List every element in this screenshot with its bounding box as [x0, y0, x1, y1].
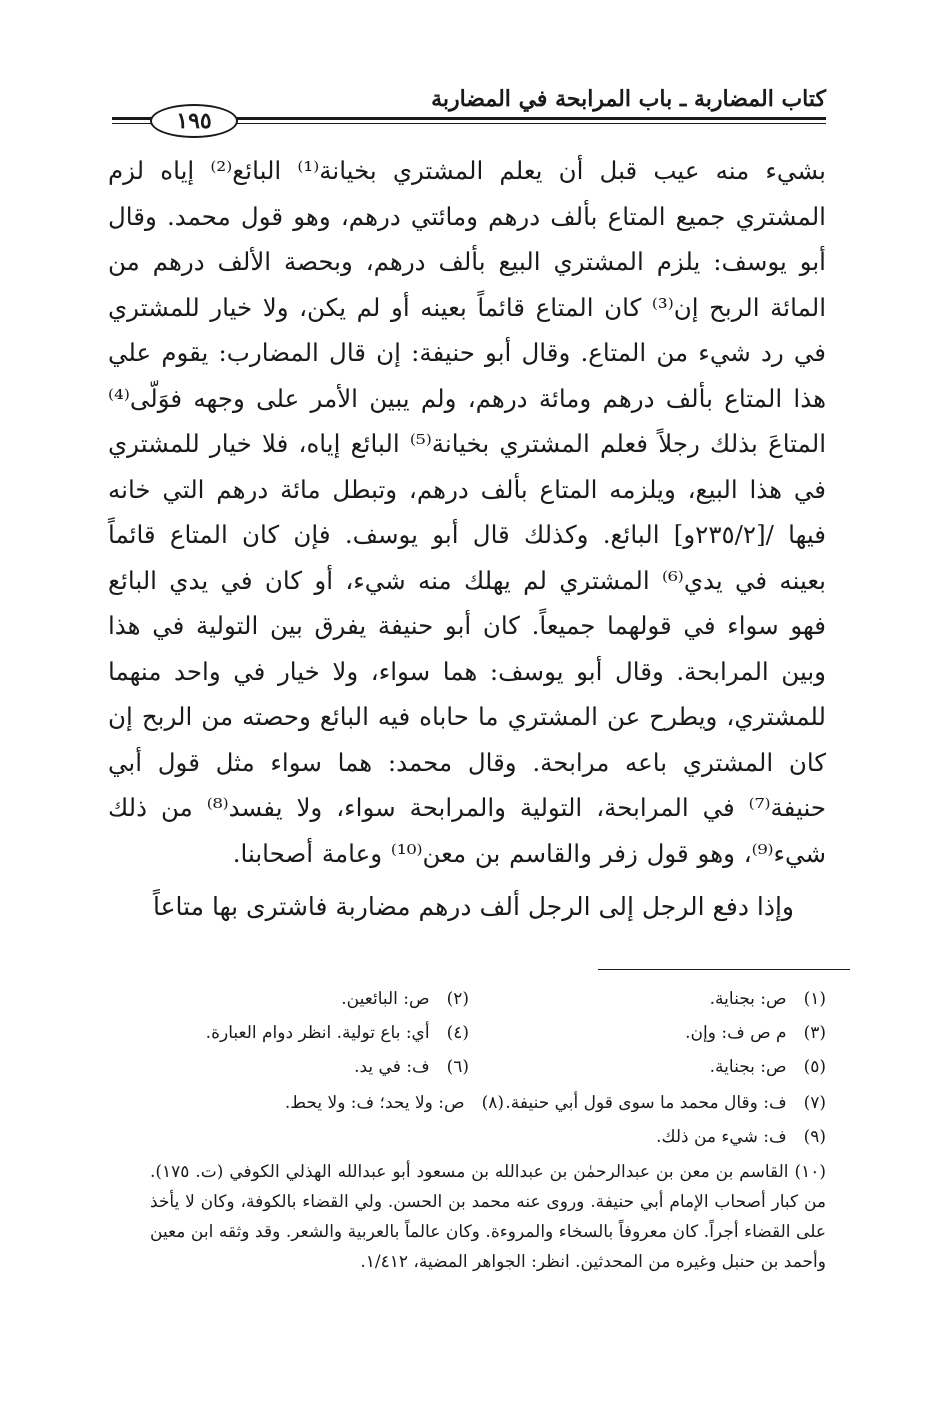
- footnote-text: ص: بجناية.: [709, 989, 787, 1009]
- footnote-text: ص: البائعين.: [341, 989, 430, 1009]
- footnote-number: (٢): [446, 989, 469, 1009]
- new-section-line: وإذا دفع الرجل إلى الرجل ألف درهم مضاربة فاشترى بها متاعاً: [152, 892, 794, 921]
- footnote-8: [285, 1088, 504, 1118]
- footnote-number: (١٠): [794, 1162, 826, 1182]
- footnote-number: (٨): [481, 1093, 504, 1113]
- footnote-number: (٦): [446, 1057, 469, 1077]
- page-number: ١٩٥: [150, 104, 238, 138]
- main-paragraph: بشيء منه عيب قبل أن يعلم المشتري بخيانة⁽¹⁾ البائع⁽²⁾ إياه لزم المشتري جميع المتاع بألف درهم ومائتي درهم، وهو قول محمد. وقال أبو يوسف: يلزم المشتري البيع بألف درهم، وبحصة الألف درهم من المائة الربح إن⁽³⁾ كان المتاع قائماً بعينه أو لم يكن، ولا خيار للمشتري في رد شيء من المتاع. وقال أبو حنيفة: إن قال المضارب: يقوم علي هذا المتاع بألف درهم ومائة درهم، ولم يبين الأمر على وجهه فوَلّى⁽⁴⁾ المتاعَ بذلك رجلاً فعلم المشتري بخيانة⁽⁵⁾ البائع إياه، فلا خيار للمشتري في هذا البيع، ويلزمه المتاع بألف درهم، وتبطل مائة درهم التي خانه فيها /[٢٣٥/٢و] البائع. وكذلك قال أبو يوسف. فإن كان المتاع قائماً بعينه في يدي⁽⁶⁾ المشتري لم يهلك منه شيء، أو كان في يدي البائع فهو سواء في قولهما جميعاً. كان أبو حنيفة يفرق بين التولية في هذا وبين المرابحة. وقال أبو يوسف: هما سواء، ولا خيار في واحد منهما للمشتري، ويطرح عن المشتري ما حاباه فيه البائع وحصته من الربح إن كان المشتري باعه مرابحة. وقال محمد: هما سواء مثل قول أبي حنيفة⁽⁷⁾ في المرابحة، التولية والمرابحة سواء، ولا يفسد⁽⁸⁾ من ذلك شيء⁽⁹⁾، وهو قول زفر والقاسم بن معن⁽¹⁰⁾ وعامة أصحابنا.: [108, 156, 827, 868]
- footnote-number: (٤): [446, 1023, 469, 1043]
- footnote-number: (٩): [803, 1127, 826, 1147]
- footnote-text: ف: وقال محمد ما سوى قول أبي حنيفة.: [505, 1093, 787, 1113]
- main-text: [108, 148, 826, 876]
- footnote-text: ص: ولا يحد؛ ف: ولا يحط.: [284, 1093, 465, 1113]
- footnote-9: [656, 1122, 826, 1152]
- footnote-4: [206, 1018, 469, 1048]
- footnote-1: [710, 984, 826, 1014]
- footnote-text: القاسم بن معن بن عبدالرحمٰن بن عبدالله بن مسعود أبو عبدالله الهذلي الكوفي (ت. ١٧٥). من كبار أصحاب الإمام أبي حنيفة. وروى عنه محمد بن الحسن. ولي القضاء بالكوفة، وكان لا يأخذ على القضاء أجراً. كان معروفاً بالسخاء والمروءة. وكان عالماً بالعربية والشعر. وقد وثقه ابن معين وأحمد بن حنبل وغيره من المحدثين. انظر: الجواهر المضية، ١/٤١٢.: [150, 1162, 826, 1272]
- footnote-text: م ص ف: وإن.: [685, 1023, 787, 1043]
- footnote-5: [710, 1052, 826, 1082]
- footnote-2: [341, 984, 469, 1014]
- footnote-text: أي: باع تولية. انظر دوام العبارة.: [205, 1023, 430, 1043]
- footnote-number: (٧): [803, 1093, 826, 1113]
- footnote-number: (٥): [803, 1057, 826, 1077]
- footnote-text: ص: بجناية.: [709, 1057, 787, 1077]
- footnote-text: ف: في يد.: [354, 1057, 430, 1077]
- footnote-3: [685, 1018, 826, 1048]
- footnote-text: ف: شيء من ذلك.: [656, 1127, 787, 1147]
- footnote-number: (٣): [803, 1023, 826, 1043]
- running-header-title: كتاب المضاربة ـ باب المرابحة في المضاربة: [431, 86, 826, 112]
- footnote-10: [150, 1157, 826, 1277]
- footnote-number: (١): [803, 989, 826, 1009]
- footnote-separator: [598, 969, 850, 970]
- footnote-6: [354, 1052, 469, 1082]
- footnote-7: [505, 1088, 826, 1118]
